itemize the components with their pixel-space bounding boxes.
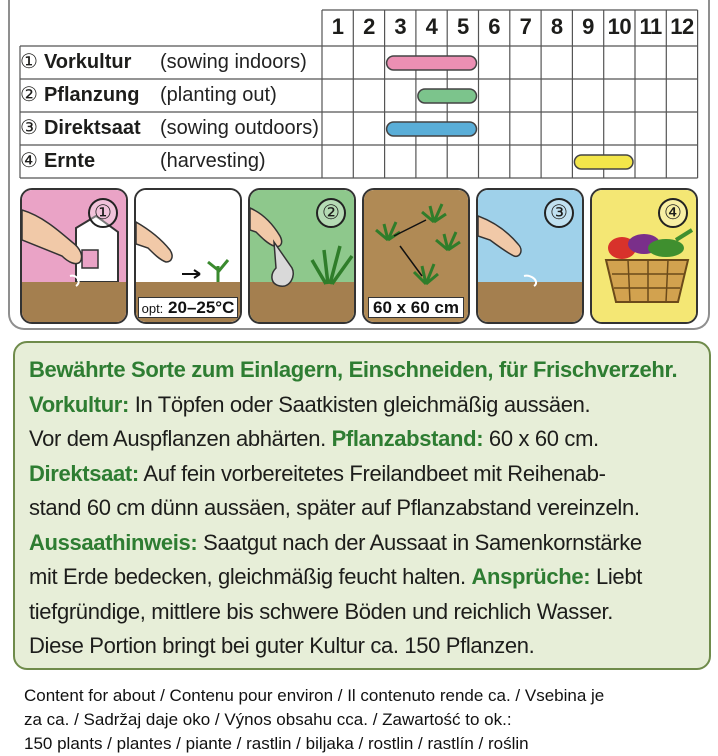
pictogram-direct-sowing bbox=[476, 188, 584, 324]
aussaat-paragraph-line1: Aussaathinweis: Saatgut nach der Aussaat in Samenkornstärke bbox=[29, 529, 642, 555]
direktsaat-paragraph-line2: stand 60 cm dünn aussäen, später auf Pflanzabstand vereinzeln. bbox=[29, 495, 640, 520]
direktsaat-paragraph-line1: Direktsaat: Auf fein vorbereitetes Freilandbeet mit Reihenab- bbox=[29, 460, 606, 486]
pictogram-sowing-indoors bbox=[20, 188, 128, 324]
step-number-2: ② bbox=[316, 198, 346, 228]
month-2: 2 bbox=[363, 14, 375, 39]
row-label-de: Pflanzung bbox=[43, 84, 140, 106]
month-6: 6 bbox=[488, 14, 501, 39]
row-number: ① bbox=[20, 51, 38, 73]
ansprueche-paragraph-line2: tiefgründige, mittlere bis schwere Böden und reichlich Wasser. bbox=[29, 598, 613, 624]
calendar-row-4 bbox=[20, 145, 266, 178]
content-amount-footer bbox=[24, 684, 714, 756]
row-number: ④ bbox=[20, 150, 38, 172]
vorkultur-paragraph: Vorkultur: In Töpfen oder Saatkisten gleichmäßig aussäen. bbox=[29, 391, 591, 417]
pictogram-plant-spacing bbox=[362, 188, 470, 324]
portion-paragraph: Diese Portion bringt bei guter Kultur ca. 150 Pflanzen. bbox=[29, 633, 535, 658]
period-bar-1 bbox=[387, 56, 477, 70]
footer-line-1: Content for about / Contenu pour environ / Il contenuto rende ca. / Vsebina je bbox=[24, 686, 605, 705]
month-8: 8 bbox=[550, 14, 563, 39]
footer-line-2: za ca. / Sadržaj daje oko / Výnos obsahu cca. / Zawartość to ok.: bbox=[24, 710, 512, 729]
step-number-1: ① bbox=[88, 198, 118, 228]
row-label-en: (harvesting) bbox=[160, 150, 266, 172]
row-label-en: (sowing indoors) bbox=[160, 51, 307, 73]
month-12: 12 bbox=[670, 14, 694, 39]
period-bar-2 bbox=[418, 89, 477, 103]
row-label-de: Vorkultur bbox=[43, 51, 132, 73]
row-label-de: Ernte bbox=[43, 150, 96, 172]
month-3: 3 bbox=[394, 14, 407, 39]
footer-line-3: 150 plants / plantes / piante / rastlin / biljaka / rostlin / rastlín / roślin bbox=[24, 734, 529, 753]
pictogram-germination-temperature bbox=[134, 188, 242, 324]
row-label-de: Direktsaat bbox=[43, 117, 141, 139]
pflanzabstand-paragraph: Vor dem Auspflanzen abhärten. Pflanzabstand: 60 x 60 cm. bbox=[29, 426, 599, 451]
calendar-row-1 bbox=[20, 46, 307, 79]
calendar-row-3 bbox=[20, 112, 319, 145]
row-number: ② bbox=[20, 84, 38, 106]
spacing-label: 60 x 60 cm bbox=[364, 298, 468, 318]
calendar-row-2 bbox=[20, 79, 277, 112]
row-number: ③ bbox=[20, 117, 38, 139]
month-10: 10 bbox=[607, 14, 632, 39]
row-label-en: (planting out) bbox=[160, 84, 277, 106]
step-number-4: ④ bbox=[658, 198, 688, 228]
month-4: 4 bbox=[425, 14, 438, 39]
month-9: 9 bbox=[582, 14, 594, 39]
cultivation-info-box bbox=[13, 341, 711, 670]
period-bar-3 bbox=[387, 122, 477, 136]
pictogram-planting-out bbox=[248, 188, 356, 324]
row-label-en: (sowing outdoors) bbox=[160, 117, 319, 139]
step-number-3: ③ bbox=[544, 198, 574, 228]
aussaat-paragraph-line2: mit Erde bedecken, gleichmäßig feucht halten. Ansprüche: Liebt bbox=[29, 564, 642, 589]
temperature-label: opt: 20–25°C bbox=[136, 298, 240, 318]
month-11: 11 bbox=[639, 14, 662, 39]
month-1: 1 bbox=[331, 14, 344, 39]
period-bar-4 bbox=[574, 155, 633, 169]
variety-headline: Bewährte Sorte zum Einlagern, Einschneiden, für Frischverzehr. bbox=[29, 357, 678, 382]
month-7: 7 bbox=[519, 14, 532, 39]
month-5: 5 bbox=[456, 14, 469, 39]
pictogram-harvest bbox=[590, 188, 698, 324]
